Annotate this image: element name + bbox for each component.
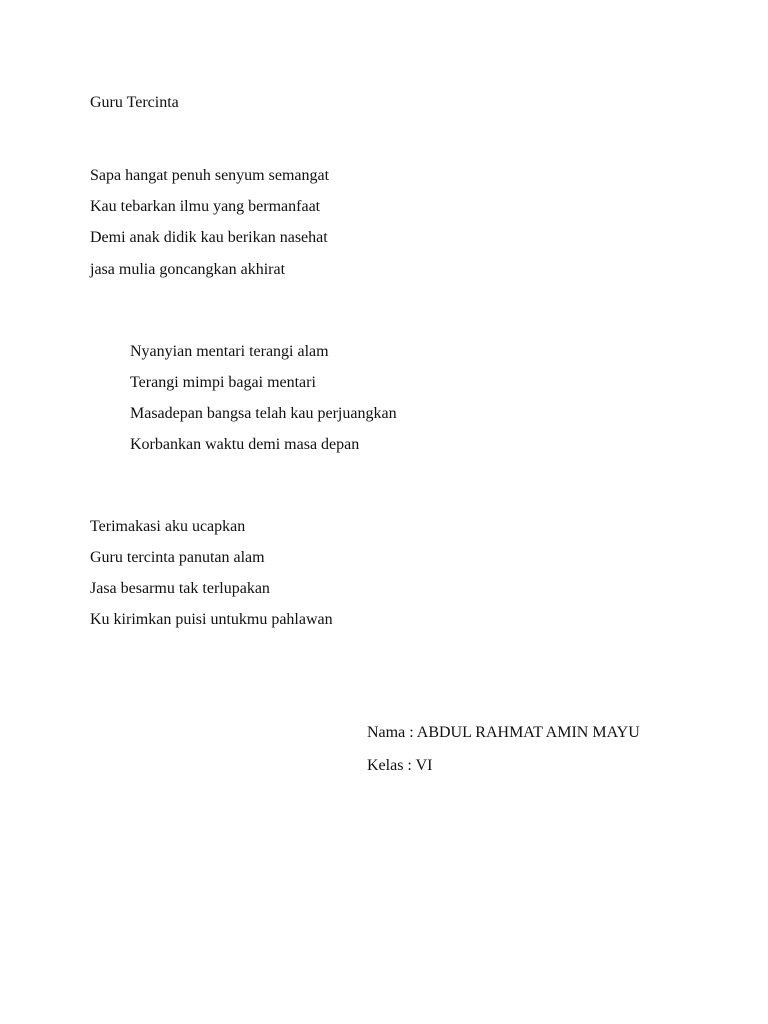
stanza-1-line-3: Demi anak didik kau berikan nasehat (90, 229, 328, 246)
stanza-3-line-1: Terimakasi aku ucapkan (90, 518, 246, 535)
student-class: Kelas : VI (367, 757, 433, 774)
stanza-2-line-4: Korbankan waktu demi masa depan (130, 436, 360, 453)
poem-title: Guru Tercinta (90, 94, 179, 111)
stanza-3-line-4: Ku kirimkan puisi untukmu pahlawan (90, 611, 333, 628)
stanza-1-line-1: Sapa hangat penuh senyum semangat (90, 167, 330, 184)
stanza-3-line-3: Jasa besarmu tak terlupakan (90, 580, 270, 597)
student-name: Nama : ABDUL RAHMAT AMIN MAYU (367, 724, 640, 741)
stanza-1-line-4: jasa mulia goncangkan akhirat (90, 261, 286, 278)
stanza-1-line-2: Kau tebarkan ilmu yang bermanfaat (90, 198, 321, 215)
stanza-2-line-3: Masadepan bangsa telah kau perjuangkan (130, 405, 397, 422)
stanza-2-line-2: Terangi mimpi bagai mentari (130, 374, 316, 391)
stanza-2-line-1: Nyanyian mentari terangi alam (130, 343, 329, 360)
stanza-3-line-2: Guru tercinta panutan alam (90, 549, 265, 566)
